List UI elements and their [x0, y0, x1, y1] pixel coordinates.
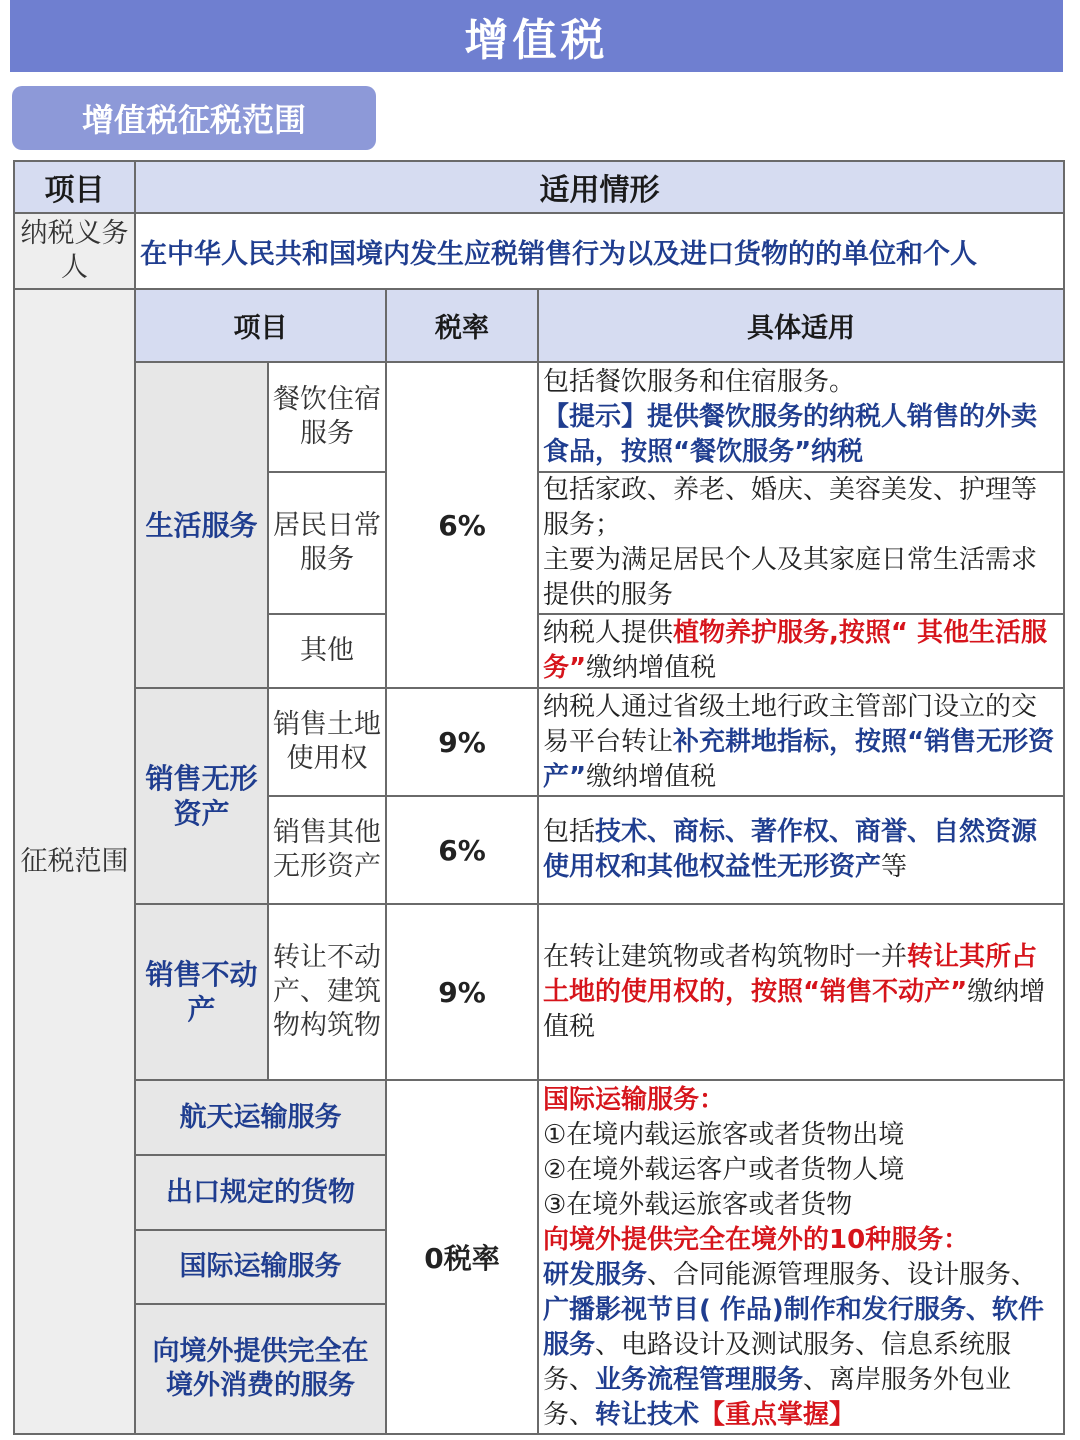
detail-realestate-b: 转让其所占土地的使用权的，按照“销售不动产”	[543, 941, 1038, 1007]
zero-intl-line3: ③在境外载运旅客或者货物	[543, 1190, 853, 1220]
sub-daily: 居民日常服务	[268, 472, 386, 614]
taxpayer-label: 纳税义务人	[14, 213, 135, 289]
zero-item-offshore-services: 向境外提供完全在境外消费的服务	[135, 1304, 386, 1434]
svc-tech-transfer: 转让技术	[595, 1400, 700, 1430]
detail-daily	[538, 472, 1064, 614]
zero-item-aerospace: 航天运输服务	[135, 1080, 386, 1155]
category-realestate: 销售不动产	[135, 904, 268, 1080]
detail-other-c: 缴纳增值税	[586, 653, 717, 683]
scope-label: 征税范围	[14, 289, 135, 1434]
sub-land-use: 销售土地使用权	[268, 688, 386, 796]
detail-daily-line1: 包括家政、养老、婚庆、美容美发、护理等服务；	[543, 475, 1038, 540]
zero-item-export-goods: 出口规定的货物	[135, 1155, 386, 1230]
detail-other-b: 植物养护服务,按照“ 其他生活服务”	[543, 618, 1048, 683]
page-title: 增值税	[10, 0, 1063, 72]
section-tab: 增值税征税范围	[12, 86, 376, 150]
category-life-services: 生活服务	[135, 362, 268, 688]
svc-part2: 、合同能源管理服务、设计服务、	[647, 1260, 1038, 1290]
svc-part6: 、离岸服务外包业务、	[543, 1365, 1012, 1430]
svc-broadcast: 广播影视节目( 作品)制作和发行服务、软件服务	[543, 1295, 1044, 1360]
detail-realestate	[538, 904, 1064, 1080]
detail-other-a: 纳税人提供	[543, 618, 674, 648]
detail-catering-tip: 【提示】提供餐饮服务的纳税人销售的外卖食品，按照“餐饮服务”纳税	[543, 401, 1038, 467]
sub-realestate: 转让不动产、建筑物构筑物	[268, 904, 386, 1080]
detail-land-c: 缴纳增值税	[586, 761, 717, 792]
detail-intangible-b: 技术、商标、著作权、商誉、自然资源使用权和其他权益性无形资产	[543, 817, 1038, 882]
detail-catering	[538, 362, 1064, 472]
svc-part4: 、电路设计及测试服务、信息系统服务、	[543, 1330, 1012, 1395]
detail-daily-line2: 主要为满足居民个人及其家庭日常生活需求提供的服务	[543, 545, 1038, 610]
rate-life-services: 6%	[386, 362, 538, 688]
rate-realestate: 9%	[386, 904, 538, 1080]
inner-item-header: 项目	[135, 289, 386, 362]
col-item-header: 项目	[14, 161, 135, 213]
vat-scope-table	[13, 160, 1065, 1435]
sub-catering: 餐饮住宿服务	[268, 362, 386, 472]
zero-intl-line2: ②在境外载运客户或者货物人境	[543, 1155, 905, 1185]
svc-process: 业务流程管理服务	[595, 1365, 804, 1395]
detail-land-b: 补充耕地指标，按照“销售无形资产”	[543, 726, 1055, 792]
svc-key-point: 【重点掌握】	[699, 1400, 856, 1430]
detail-land-use	[538, 688, 1064, 796]
detail-zero-rate	[538, 1080, 1064, 1434]
detail-intangible-c: 等	[881, 852, 908, 882]
taxpayer-text: 在中华人民共和国境内发生应税销售行为以及进口货物的的单位和个人	[135, 213, 1064, 289]
zero-item-intl-transport: 国际运输服务	[135, 1230, 386, 1304]
col-situation-header: 适用情形	[135, 161, 1064, 213]
rate-zero: 0税率	[386, 1080, 538, 1434]
zero-intl-title: 国际运输服务：	[543, 1085, 726, 1115]
zero-abroad-title: 向境外提供完全在境外的10种服务：	[543, 1225, 970, 1255]
inner-rate-header: 税率	[386, 289, 538, 362]
svc-rd: 研发服务	[543, 1260, 648, 1290]
sub-other-intangible: 销售其他无形资产	[268, 796, 386, 904]
detail-other-intangible	[538, 796, 1064, 904]
detail-other	[538, 614, 1064, 688]
zero-intl-line1: ①在境内载运旅客或者货物出境	[543, 1120, 905, 1150]
zero-abroad-services	[543, 1258, 1059, 1433]
rate-other-intangible: 6%	[386, 796, 538, 904]
rate-land-use: 9%	[386, 688, 538, 796]
detail-realestate-a: 在转让建筑物或者构筑物时一并	[543, 941, 908, 972]
detail-realestate-c: 缴纳增值税	[543, 976, 1046, 1042]
detail-catering-line1: 包括餐饮服务和住宿服务。	[543, 366, 856, 397]
detail-land-a: 纳税人通过省级土地行政主管部门设立的交易平台转让	[543, 691, 1038, 757]
sub-other: 其他	[268, 614, 386, 688]
detail-intangible-a: 包括	[543, 817, 596, 847]
category-intangible: 销售无形资产	[135, 688, 268, 904]
inner-detail-header: 具体适用	[538, 289, 1064, 362]
